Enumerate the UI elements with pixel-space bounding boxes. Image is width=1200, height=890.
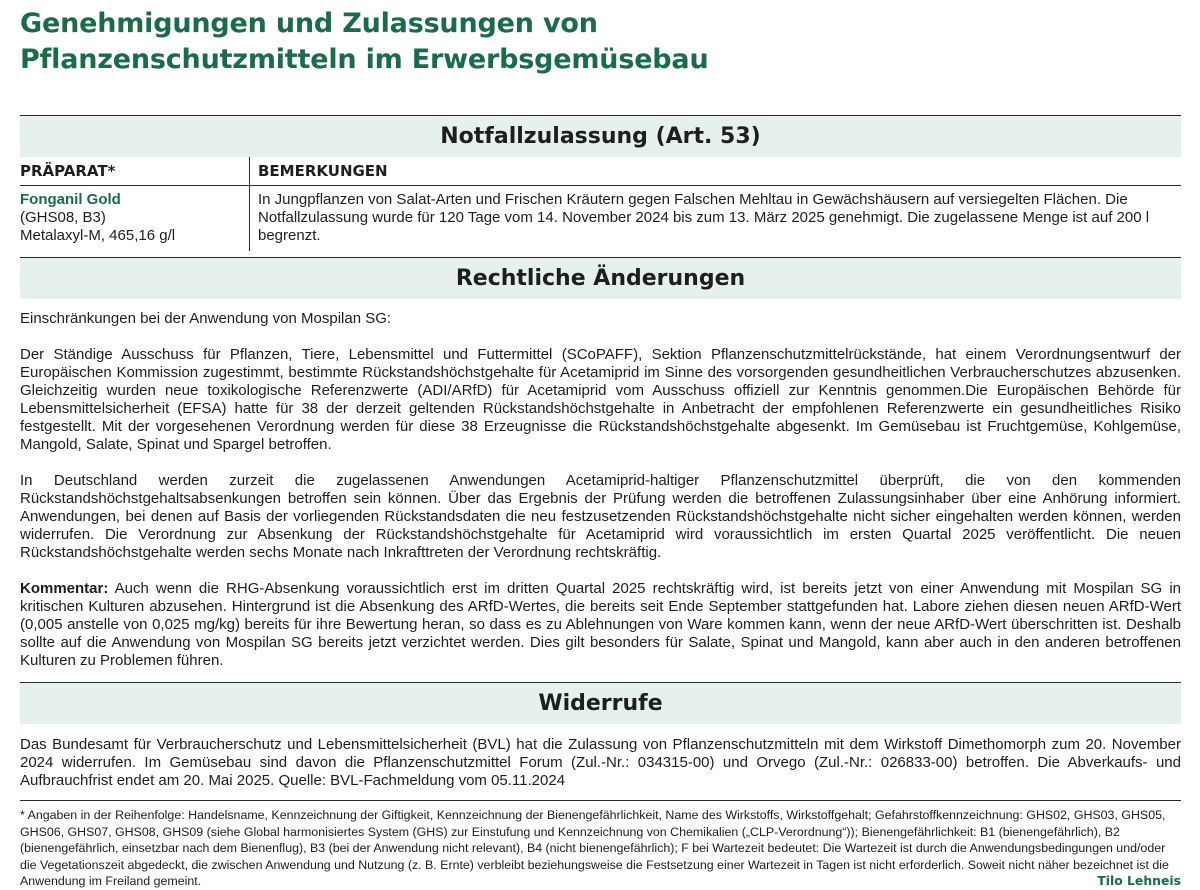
kommentar-text: Auch wenn die RHG-Absenkung voraussichtlich erst im dritten Quartal 2025 rechtskräftig wird, ist bereits jetzt von einer Anwendung mit Mospilan SG in kritischen Kulturen abzusehen. Hintergrund ist die Absenkung des ARfD-Wertes, die bereits seit Ende September stattgefunden hat. Labore ziehen diesen neuen ARfD-Wert (0,005 anstelle von 0,025 mg/kg) bereits für ihre Bewertung heran, so dass es zu Ablehnungen von Ware kommen kann, wenn der neue ARfD-Wert überschritten ist. Deshalb sollte auf die Anwendung von Mospilan SG bereits jetzt verzichtet werden. Dies gilt besonders für Salate, Spinat und Mangold, kann aber auch in den anderen betroffenen Kulturen zu Problemen führen. — [20, 580, 1181, 669]
paragraph-scopaff: Der Ständige Ausschuss für Pflanzen, Tiere, Lebensmittel und Futtermittel (SCoPAFF), Sektion Pflanzenschutzmittelrückstände, hat einem Verordnungsentwurf der Europäischen Kommission zugestimmt, bestimmte Rückstandshöchstgehalte für Acetamiprid im Sinne des vorsorgenden gesundheitlichen Verbraucherschutzes abzusenken. Gleichzeitig wurden neue toxikologische Referenzwerte (ADI/ARfD) für Acetamiprid vom Ausschuss offiziell zur Kenntnis genommen.Die Europäischen Behörde für Lebensmittelsicherheit (EFSA) hatte für 38 der derzeit geltenden Rückstandshöchstgehalte in Anbetracht der empfohlenen Referenzwerte ein gesundheitliches Risiko festgestellt. Mit der vorgesehenen Verordnung werden für diese 38 Erzeugnisse die Rückstandshöchstgehalte abgesenkt. Im Gemüsebau ist Fruchtgemüse, Kohlgemüse, Mangold, Salate, Spinat und Spargel betroffen. — [20, 346, 1181, 453]
page-title — [20, 6, 1181, 78]
widerrufe-body — [20, 736, 1181, 790]
section-heading-notfallzulassung: Notfallzulassung (Art. 53) — [20, 115, 1181, 157]
page-title-line-1: Genehmigungen und Zulassungen von — [20, 8, 598, 39]
section-heading-widerrufe: Widerrufe — [20, 682, 1181, 724]
product-codes: (GHS08, B3) — [20, 209, 106, 226]
table-header-row — [20, 157, 1181, 186]
author-credit: Tilo Lehneis — [1091, 873, 1181, 890]
page-title-line-2: Pflanzenschutzmitteln im Erwerbsgemüsebau — [20, 44, 709, 75]
product-name: Fonganil Gold — [20, 191, 121, 208]
bemerkung-cell: In Jungpflanzen von Salat-Arten und Frischen Kräutern gegen Falschen Mehltau in Gewächshäusern auf versiegelten Flächen. Die Notfallzulassung wurde für 120 Tage vom 14. November 2024 bis zum 13. März 2025 genehmigt. Die zugelassene Menge ist auf 200 l begrenzt. — [250, 186, 1182, 252]
column-header-bemerkungen: BEMERKUNGEN — [250, 157, 1182, 186]
praeparat-cell — [20, 186, 250, 252]
paragraph-kommentar — [20, 580, 1181, 670]
footnote-text: * Angaben in der Reihenfolge: Handelsname, Kennzeichnung der Giftigkeit, Kennzeichnung der Bienengefährlichkeit, Name des Wirkstoffs, Wirkstoffgehalt; Gefahrstoffkennzeichnung: GHS02, GHS03, GHS05, GHS06, GHS07, GHS08, GHS09 (siehe Global harmonisiertes System (GHS) zur Einstufung und Kennzeichnung von Chemikalien („CLP-Verordnung“)); Bienengefährlichkeit: B1 (bienengefährlich), B2 (bienengefährlich, einsetzbar nach dem Bienenflug), B3 (bei der Anwendung nicht relevant), B4 (nicht bienengefährlich); F bei Wartezeit bedeutet: Die Wartezeit ist durch die Anwendungsbedingungen und/oder die Vegetationszeit abgedeckt, die zwischen Anwendung und Nutzung (z. B. Ernte) verbleibt beziehungsweise die Festsetzung einer Wartezeit in Tagen ist nicht erforderlich. Soweit nicht näher bezeichnet ist die Anwendung im Freiland gemeint. — [20, 808, 1169, 888]
table-row — [20, 186, 1181, 252]
article — [20, 0, 1181, 890]
rechtliche-aenderungen-body — [20, 310, 1181, 670]
kommentar-label: Kommentar: — [20, 580, 109, 597]
notfall-table — [20, 157, 1181, 251]
intro-paragraph: Einschränkungen bei der Anwendung von Mospilan SG: — [20, 310, 392, 327]
footnote — [20, 800, 1181, 890]
product-wirkstoff: Metalaxyl-M, 465,16 g/l — [20, 227, 176, 244]
paragraph-deutschland: In Deutschland werden zurzeit die zugelassenen Anwendungen Acetamiprid-haltiger Pflanzenschutzmittel überprüft, die von den kommenden Rückstandshöchstgehaltsabsenkungen betroffen sein können. Über das Ergebnis der Prüfung werden die betroffenen Zulassungsinhaber über eine Anhörung informiert. Anwendungen, bei denen auf Basis der vorliegenden Rückstandsdaten die neu festzusetzenden Rückstandshöchstgehalte nicht sicher eingehalten werden können, werden widerrufen. Die Verordnung zur Absenkung der Rückstandshöchstgehalte für Acetamiprid wird voraussichtlich im ersten Quartal 2025 veröffentlicht. Die neuen Rückstandshöchstgehalte werden sechs Monate nach Inkrafttreten der Verordnung rechtskräftig. — [20, 472, 1181, 561]
widerrufe-paragraph: Das Bundesamt für Verbraucherschutz und Lebensmittelsicherheit (BVL) hat die Zulassung von Pflanzenschutzmitteln mit dem Wirkstoff Dimethomorph zum 20. November 2024 widerrufen. Im Gemüsebau sind davon die Pflanzenschutzmittel Forum (Zul.-Nr.: 034315-00) und Orvego (Zul.-Nr.: 026833-00) betroffen. Die Abverkaufs- und Aufbrauchfrist endet am 20. Mai 2025. Quelle: BVL-Fachmeldung vom 05.11.2024 — [20, 736, 1181, 789]
section-heading-rechtliche-aenderungen: Rechtliche Änderungen — [20, 257, 1181, 299]
column-header-praeparat: PRÄPARAT* — [20, 157, 250, 186]
